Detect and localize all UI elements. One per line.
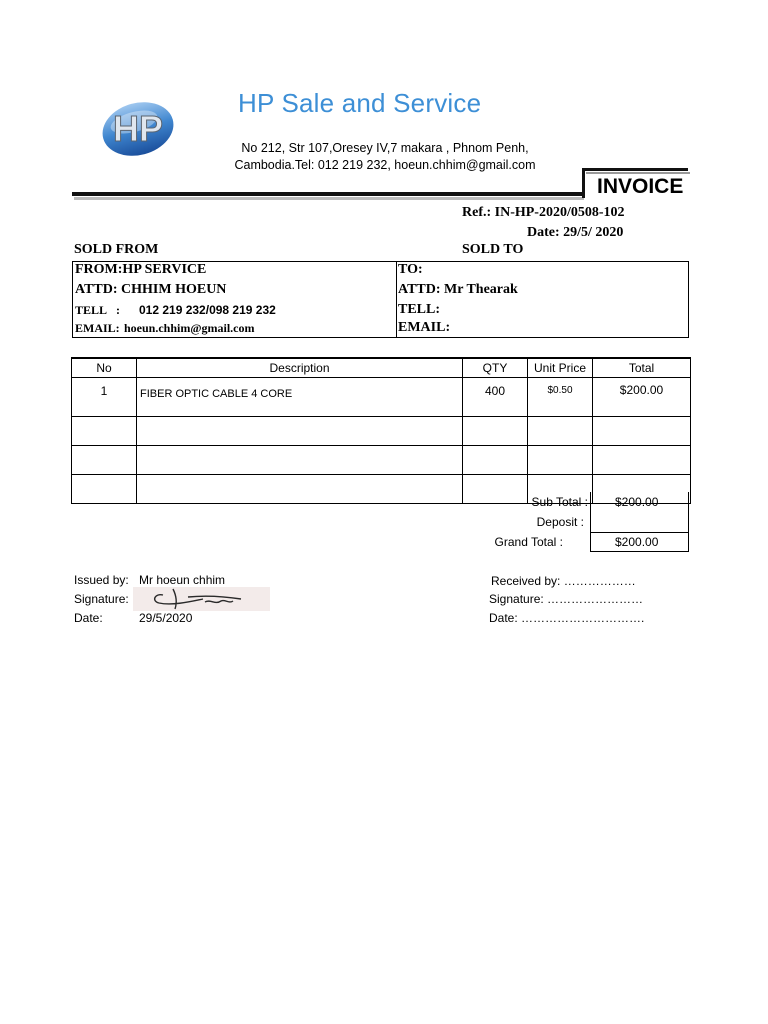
from-attd: ATTD: CHHIM HOEUN (75, 282, 227, 297)
parties-divider (396, 261, 397, 338)
sold-to-heading: SOLD TO (462, 242, 524, 257)
subtotal-value: $200.00 (615, 495, 659, 509)
company-name: HP Sale and Service (238, 88, 482, 118)
row-qty: 400 (463, 378, 528, 417)
header-no: No (72, 358, 137, 378)
received-signature: Signature: …………………… (489, 592, 644, 606)
invoice-title: INVOICE (597, 175, 684, 198)
header-qty: QTY (463, 358, 528, 378)
from-line: FROM:HP SERVICE (75, 262, 207, 277)
to-tell: TELL: (398, 302, 441, 317)
to-email: EMAIL: (398, 320, 451, 335)
to-attd: ATTD: Mr Thearak (398, 282, 518, 297)
header-description: Description (137, 358, 463, 378)
invoice-ref: Ref.: IN-HP-2020/0508-102 (462, 205, 625, 220)
header-unit-price: Unit Price (528, 358, 593, 378)
received-by: Received by: ……………… (491, 574, 636, 588)
to-line: TO: (398, 262, 423, 277)
hp-logo-icon (100, 100, 176, 158)
from-tell-value: 012 219 232/098 219 232 (139, 303, 276, 317)
received-date: Date: …………………………. (489, 611, 645, 625)
header-rule (72, 192, 582, 196)
svg-text:HP: HP (112, 108, 164, 149)
issued-by-value: Mr hoeun chhim (139, 573, 226, 587)
subtotal-label: Sub Total : (531, 495, 588, 509)
signature-image (133, 587, 270, 611)
items-table (71, 357, 691, 504)
grand-total-value: $200.00 (615, 535, 659, 549)
header-rule-shadow (74, 197, 584, 200)
grand-total-divider (590, 532, 689, 533)
signature-label: Signature: (74, 592, 129, 606)
table-row (72, 417, 691, 446)
row-description: FIBER OPTIC CABLE 4 CORE (137, 378, 463, 417)
deposit-label: Deposit : (536, 515, 584, 529)
from-tell-label: TELL (75, 303, 108, 317)
row-unit-price: $0.50 (528, 378, 593, 417)
row-total: $200.00 (593, 378, 691, 417)
issued-date-value: 29/5/2020 (139, 611, 193, 625)
table-row (72, 446, 691, 475)
invoice-date: Date: 29/5/ 2020 (527, 225, 624, 240)
items-header-row (72, 358, 691, 378)
issued-date-label: Date: (74, 611, 103, 625)
header-total: Total (593, 358, 691, 378)
handwritten-signature-icon (133, 587, 270, 611)
table-row (72, 378, 691, 417)
issued-by-label: Issued by: (74, 573, 129, 587)
company-address-line1: No 212, Str 107,Oresey IV,7 makara , Phnom Penh, (241, 141, 529, 155)
sold-from-heading: SOLD FROM (74, 242, 159, 257)
from-tell-colon: : (116, 303, 120, 317)
company-address-line2: Cambodia.Tel: 012 219 232, hoeun.chhim@gmail.com (234, 158, 536, 172)
grand-total-label: Grand Total : (494, 535, 563, 549)
row-no: 1 (72, 378, 137, 417)
from-email-label: EMAIL: (75, 321, 120, 335)
from-email-value: hoeun.chhim@gmail.com (124, 321, 255, 335)
